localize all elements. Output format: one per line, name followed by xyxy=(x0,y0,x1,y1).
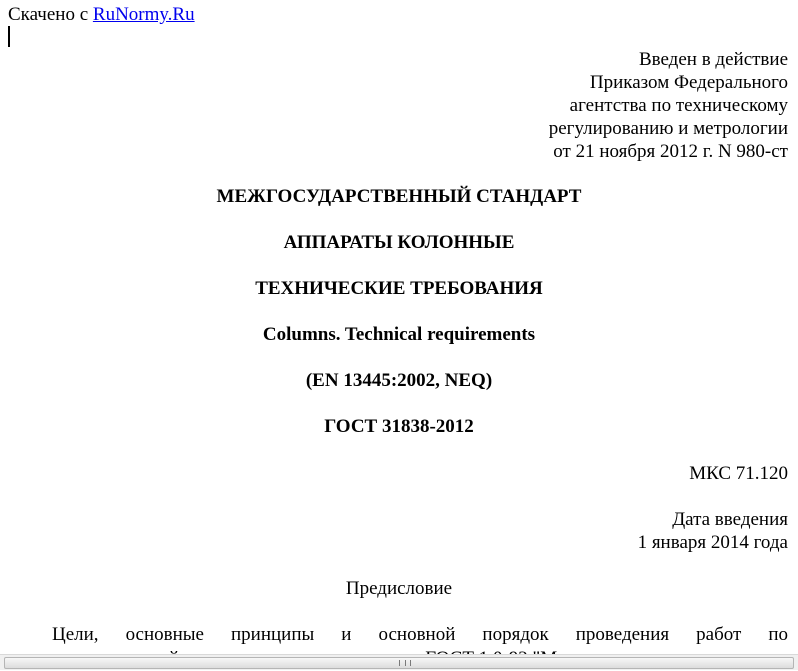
intro-date-value: 1 января 2014 года xyxy=(637,532,788,553)
runormy-link[interactable]: RuNormy.Ru xyxy=(92,4,195,25)
downloaded-prefix: Скачено с xyxy=(8,4,89,25)
enactment-line: Приказом Федерального xyxy=(589,72,788,93)
intro-date-label: Дата введения xyxy=(672,509,788,530)
standard-title-heading: АППАРАТЫ КОЛОННЫЕ xyxy=(283,232,515,253)
horizontal-scrollbar[interactable] xyxy=(0,654,798,670)
mks-code: МКС 71.120 xyxy=(689,463,788,484)
standard-subtitle-heading: ТЕХНИЧЕСКИЕ ТРЕБОВАНИЯ xyxy=(255,278,543,299)
enactment-line: Введен в действие xyxy=(638,49,788,70)
foreword-paragraph: Цели, основные принципы и основной порядок проведения работ по xyxy=(52,624,788,645)
scrollbar-thumb[interactable] xyxy=(4,657,794,669)
text-cursor xyxy=(8,26,10,47)
enactment-line: от 21 ноября 2012 г. N 980-ст xyxy=(553,141,788,162)
foreword-heading: Предисловие xyxy=(345,578,453,599)
grip-icon xyxy=(399,660,411,666)
standard-type-heading: МЕЖГОСУДАРСТВЕННЫЙ СТАНДАРТ xyxy=(216,186,582,207)
downloaded-from-line xyxy=(8,4,195,26)
enactment-block xyxy=(549,48,788,163)
equivalence-note: (EN 13445:2002, NEQ) xyxy=(305,370,493,391)
gost-code: ГОСТ 31838-2012 xyxy=(324,416,474,437)
enactment-line: регулированию и метрологии xyxy=(548,118,788,139)
english-title: Columns. Technical requirements xyxy=(262,324,536,345)
enactment-line: агентства по техническому xyxy=(569,95,788,116)
